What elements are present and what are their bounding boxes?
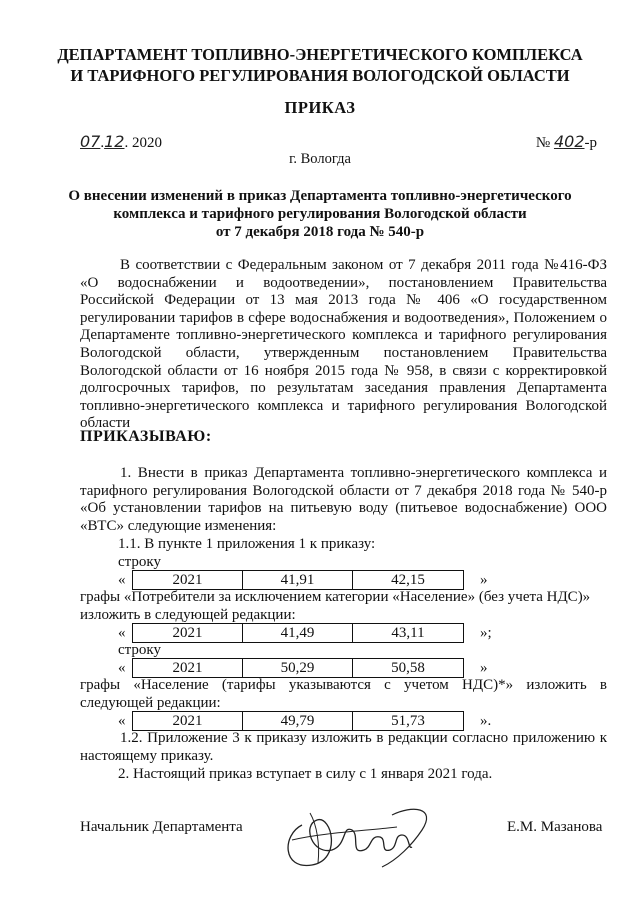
order-word: ПРИКАЗЫВАЮ:: [80, 428, 212, 445]
cell-value-1: 50,29: [243, 659, 353, 677]
cell-year: 2021: [133, 659, 243, 677]
order-subject: О внесении изменений в приказ Департамента топливно-энергетического комплекса и тарифного регулирования Вологодской области от 7 декабря 2018 года № 540-р: [68, 188, 572, 240]
cell-value-1: 41,49: [243, 624, 353, 642]
cell-year: 2021: [133, 571, 243, 589]
cell-value-1: 49,79: [243, 712, 353, 730]
preamble-paragraph: В соответствии с Федеральным законом от 7 декабря 2011 года №416-ФЗ «О водоснабжении и водоотведении», постановлением Правительства Российской Федерации от 13 мая 2013 года № 406 «О государственном регулировании тарифов в сфере водоснабжения и водоотведения», Положением о Департаменте топливно-энергетического комплекса и тарифного регулирования Вологодской области, утвержденным постановлением Правительства Вологодской области от 16 ноября 2015 года № 958, в связи с корректировкой долгосрочных тарифов, по результатам заседания правления Департамента топливно-энергетического комплекса и тарифного регулирования Вологодской области: [80, 257, 607, 432]
item-1-paragraph: 1. Внести в приказ Департамента топливно-энергетического комплекса и тарифного регулирования Вологодской области от 7 декабря 2018 года № 540-р «Об установлении тарифов на питьевую воду (питьевое водоснабжение) ООО «ВТС» следующие изменения:: [80, 465, 607, 534]
cell-year: 2021: [133, 624, 243, 642]
item-1-2: 1.2. Приложение 3 к приказу изложить в редакции согласно приложению к настоящему приказу.: [80, 730, 607, 764]
word-line-2: строку: [118, 642, 161, 658]
cell-value-2: 51,73: [391, 713, 425, 729]
date-year: . 2020: [124, 135, 162, 151]
doc-type-title: ПРИКАЗ: [284, 98, 356, 117]
department-header: [0, 44, 640, 86]
cell-value-2: 50,58: [391, 660, 425, 676]
document-page: ДЕПАРТАМЕНТ ТОПЛИВНО-ЭНЕРГЕТИЧЕСКОГО КОМПЛЕКСА И ТАРИФНОГО РЕГУЛИРОВАНИЯ ВОЛОГОДСКОЙ ОБЛАСТИ ПРИКАЗ 07.12. 2020 № 402-р г. Вологда О внесении изменений в приказ Департамента топливно-энергетического комплекса и тарифного регулирования Вологодской области от 7 декабря 2018 года № 540-р В соответствии с Федеральным законом от 7 декабря 2011 года №416-ФЗ «О водоснабжении и водоотведении», постановлением Правительства Российской Федерации от 13 мая 2013 года № 406 «О государственном регулировании тарифов в сфере водоснабжения и водоотведения», Положением о Департаменте топливно-энергетического комплекса и тарифного регулирования Вологодской области, утвержденным постановлением Правительства Вологодской области от 16 ноября 2015 года № 958, в связи с корректировкой долгосрочных тарифов, по результатам заседания правления Департамента топливно-энергетического комплекса и тарифного регулирования Вологодской области ПРИКАЗЫВАЮ: 1. Внести в приказ Департамента топливно-энергетического комплекса и тарифного регулирования Вологодской области от 7 декабря 2018 года № 540-р «Об установлении тарифов на питьевую воду (питьевое водоснабжение) ООО «ВТС» следующие изменения: 1.1. В пункте 1 приложения 1 к приказу: строку « 2021 41,91 42,15 » графы «Потребители за исключением категории «Население» (без учета НДС)» изложить в следующей редакции: « 2021 41,49 43,11 »; строку « 2021 50,29 50,58 » графы «Население (тарифы указываются с учетом НДС)*» изложить в следующей редакции: « 2021 49,79 51,73 ». 1.2. Приложение 3 к приказу изложить в редакции согласно приложению к настоящему приказу. 2. Настоящий приказ вступает в силу с 1 января 2021 года. Начальник Департамента Е.М. Мазанова: [0, 0, 640, 905]
text-a1: графы «Потребители за исключением категории «Население» (без учета НДС)»: [80, 589, 591, 605]
cell-year: 2021: [133, 712, 243, 730]
text-a2: изложить в следующей редакции:: [80, 607, 296, 623]
city: г. Вологда: [289, 151, 351, 167]
handwritten-signature-icon: [272, 795, 442, 875]
department-line-1: ДЕПАРТАМЕНТ ТОПЛИВНО-ЭНЕРГЕТИЧЕСКОГО КОМПЛЕКСА: [57, 45, 583, 64]
item-2: 2. Настоящий приказ вступает в силу с 1 января 2021 года.: [118, 766, 493, 782]
order-number: № 402-р: [535, 132, 597, 151]
date-month-handwritten: 12: [104, 132, 125, 151]
number-handwritten: 402: [553, 132, 585, 151]
text-b: графы «Население (тарифы указываются с учетом НДС)*» изложить в следующей редакции:: [80, 677, 607, 711]
signer-position: Начальник Департамента: [80, 819, 243, 835]
item-1-1: 1.1. В пункте 1 приложения 1 к приказу:: [118, 536, 376, 552]
department-line-2: И ТАРИФНОГО РЕГУЛИРОВАНИЯ ВОЛОГОДСКОЙ ОБЛАСТИ: [70, 66, 570, 85]
cell-value-2: 43,11: [391, 625, 425, 641]
cell-value-2: 42,15: [391, 572, 425, 588]
cell-value-1: 41,91: [243, 571, 353, 589]
order-date: 07.12. 2020: [80, 132, 162, 151]
date-day-handwritten: 07: [80, 132, 101, 151]
word-line-1: строку: [118, 554, 161, 570]
signer-name: Е.М. Мазанова: [507, 819, 603, 835]
